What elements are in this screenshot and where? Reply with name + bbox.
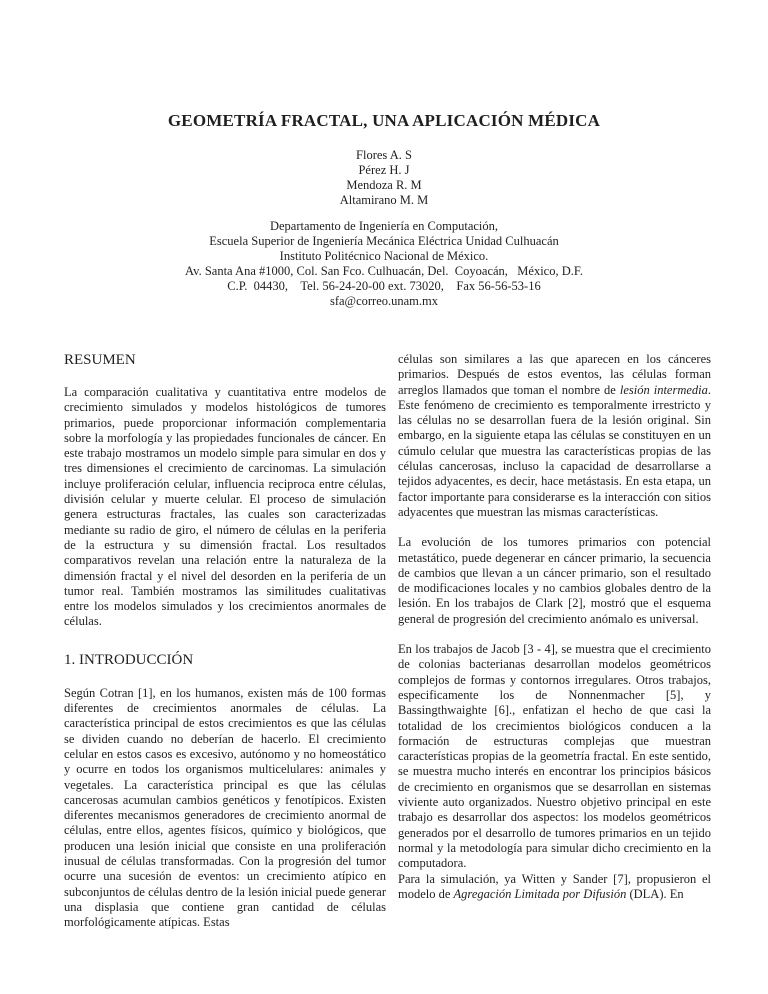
two-column-body xyxy=(0,352,768,931)
right-column-paragraph-2: La evolución de los tumores primarios con potencial metastático, puede degenerar en cáncer primario, la secuencia de cambios que llevan a un cáncer primario, son el resultado de modificaciones locales y no cambios globales dentro de la lesión. En los trabajos de Clark [2], mostró que el esquema general de progresión del crecimiento anómalo es universal. xyxy=(398,535,711,626)
paper-title: GEOMETRÍA FRACTAL, UNA APLICACIÓN MÉDICA xyxy=(167,111,601,130)
right-column-paragraph-1: células son similares a las que aparecen en los cánceres primarios. Después de estos eventos, las células forman arreglos llamados que toman el nombre de lesión intermedia. Este fenómeno de crecimiento es temporalmente irrestricto y las células no se desarrollan fuera de la lesión original. Sin embargo, en la siguiente etapa las células se constituyen en un cúmulo celular que muestra las características propias de las células cancerosas, incluso la capacidad de desarrollarse a tejidos adyacentes, es decir, hace metástasis. En esta etapa, un factor importante para considerarse es la interacción con sitios adyacentes que muestran las mismas características. xyxy=(398,352,712,519)
author-block xyxy=(0,148,768,208)
author-name: Pérez H. J xyxy=(358,163,410,177)
author-name: Mendoza R. M xyxy=(346,178,422,192)
resumen-paragraph: La comparación cualitativa y cuantitativa entre modelos de crecimiento simulados y modelos histológicos de tumores primarios, puede proporcionar información complementaria sobre la morfología y las propiedades funcionales de cáncer. En este trabajo mostramos un modelo simple para simular en dos y tres dimensiones el crecimiento de carcinomas. La simulación incluye proliferación celular, influencia reciproca entre células, división celular y muerte celular. El proceso de simulación genera estructuras fractales, las cuales son caracterizadas mediante su radio de giro, el número de células en la periferia de la estructura y su dimensión fractal. Los resultados comparativos revelan una relación entre la naturaleza de la dimensión fractal y el nivel del desorden en la periferia de un tumor real. También mostramos las similitudes cualitativas entre los modelos simulados y los crecimientos anormales de células. xyxy=(64,385,386,629)
left-column xyxy=(64,352,386,931)
affiliation-line: Av. Santa Ana #1000, Col. San Fco. Culhuacán, Del. Coyoacán, México, D.F. xyxy=(185,264,583,278)
introduccion-paragraph: Según Cotran [1], en los humanos, existen más de 100 formas diferentes de crecimientos anormales de células. La característica principal de estos crecimientos es que las células se dividen cuando no deberían de hacerlo. El crecimiento celular en estos casos es excesivo, autónomo y no homeostático y ocurre en todos los organismos multicelulares: animales y vegetales. La característica principal es que las células cancerosas acumulan cambios genéticos y fenotípicos. Existen diferentes mecanismos generadores de crecimiento anormal de células, entre ellos, agentes físicos, químico y biológicos, que producen una lesión inicial que consiste en una proliferación inusual de células transformadas. Con la progresión del tumor ocurre una sucesión de eventos: un crecimiento atípico en subconjuntos de células dentro de la lesión inicial puede generar una displasia que contiene gran cantidad de células morfológicamente atípicas. Estas xyxy=(64,685,386,930)
right-column-paragraph-3: En los trabajos de Jacob [3 - 4], se muestra que el crecimiento de colonias bacterianas desarrollan modelos geométricos complejos de formas y contornos irregulares. Otros trabajos, especificamente los de Nonnenmacher [5], y Bassingthwaighte [6]., enfatizan el hecho de que casi la totalidad de los crecimientos biológicos conducen a la formación de estructuras complejas que muestran características propias de la geometría fractal. En este sentido, se muestra mucho interés en encontrar los principios básicos de crecimiento en organismos que se desarrollan en sistemas viviente auto organizados. Nuestro objetivo principal en este trabajo es desarrollar dos aspectos: los modelos geométricos generados por el desarrollo de tumores primarios en un tejido normal y la metodología para simular dicho crecimiento en la computadora. xyxy=(398,642,711,871)
right-column-paragraph-4: Para la simulación, ya Witten y Sander [7], propusieron el modelo de Agregación Limitada por Difusión (DLA). En xyxy=(398,871,711,901)
paper-header xyxy=(0,0,768,309)
contact-email: sfa@correo.unam.mx xyxy=(329,294,438,308)
affiliation-line: Departamento de Ingeniería en Computación, xyxy=(269,219,499,233)
affiliation-line: C.P. 04430, Tel. 56-24-20-00 ext. 73020, Fax 56-56-53-16 xyxy=(227,279,541,293)
affiliation-block xyxy=(0,219,768,309)
section-heading-introduccion: 1. INTRODUCCIÓN xyxy=(64,651,194,668)
author-name: Flores A. S xyxy=(356,148,412,162)
affiliation-line: Escuela Superior de Ingeniería Mecánica Eléctrica Unidad Culhuacán xyxy=(209,234,559,248)
section-heading-resumen: RESUMEN xyxy=(64,352,136,368)
right-column xyxy=(398,352,711,931)
author-name: Altamirano M. M xyxy=(339,193,429,207)
affiliation-line: Instituto Politécnico Nacional de México. xyxy=(279,249,489,263)
